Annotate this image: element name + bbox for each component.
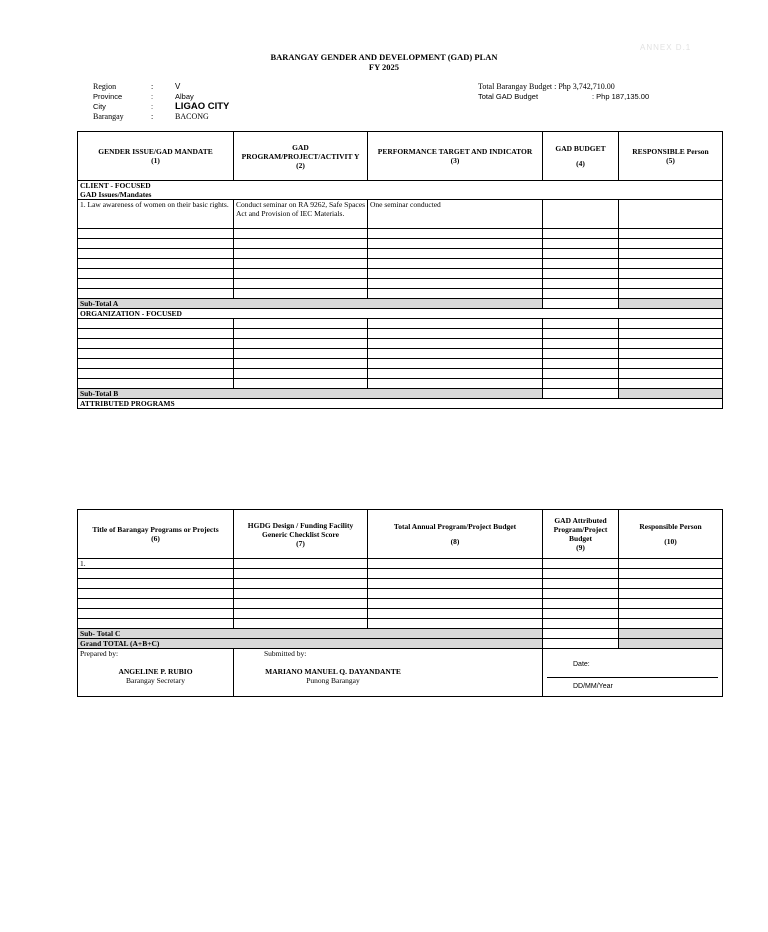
info-province: Province : Albay — [93, 92, 194, 101]
subtotal-b-row: Sub-Total B — [78, 389, 723, 399]
table-row — [78, 319, 723, 329]
title-line-2: FY 2025 — [368, 62, 400, 72]
location-info — [93, 82, 229, 122]
table-row — [78, 229, 723, 239]
date-cell: Date: DD/MM/Year — [543, 649, 723, 697]
title-line-1: BARANGAY GENDER AND DEVELOPMENT (GAD) PLAN — [270, 52, 498, 62]
header-hgdg-score: HGDG Design / Funding Facility Generic Checklist Score (7) — [234, 510, 368, 559]
info-region: Region : V — [93, 82, 181, 91]
header-gad-budget: GAD BUDGET (4) — [543, 132, 619, 181]
signature-row — [78, 649, 723, 697]
table-row — [78, 259, 723, 269]
header-gad-program: GAD PROGRAM/PROJECT/ACTIVIT Y (2) — [234, 132, 368, 181]
total-gad-budget: Total GAD Budget : Php 187,135.00 — [478, 92, 650, 101]
info-barangay: Barangay : BACONG — [93, 112, 209, 121]
total-barangay-budget: Total Barangay Budget : Php 3,742,710.00 — [478, 82, 615, 91]
subtotal-a-row: Sub-Total A — [78, 299, 723, 309]
table-row — [78, 339, 723, 349]
table-row — [78, 249, 723, 259]
header-responsible-person: RESPONSIBLE Person (5) — [619, 132, 723, 181]
document-title — [0, 52, 768, 72]
table-row — [78, 579, 723, 589]
table-row: 1. — [78, 559, 723, 569]
table-row — [78, 569, 723, 579]
header-performance-target: PERFORMANCE TARGET AND INDICATOR (3) — [368, 132, 543, 181]
table-row — [78, 599, 723, 609]
table-row — [78, 379, 723, 389]
header-program-title: Title of Barangay Programs or Projects (6) — [78, 510, 234, 559]
table-row — [78, 239, 723, 249]
header-gender-issue: GENDER ISSUE/GAD MANDATE (1) — [78, 132, 234, 181]
prepared-by-cell: Prepared by: ANGELINE P. RUBIO Barangay Secretary — [78, 649, 234, 697]
header-responsible-person-2: Responsible Person (10) — [619, 510, 723, 559]
subtotal-c-row: Sub- Total C — [78, 629, 723, 639]
header-gad-attributed: GAD Attributed Program/Project Budget (9) — [543, 510, 619, 559]
organization-focused-row: ORGANIZATION - FOCUSED — [78, 309, 723, 319]
table-row — [78, 619, 723, 629]
table-row — [78, 269, 723, 279]
attributed-programs-table — [77, 509, 723, 697]
table-row — [78, 369, 723, 379]
table1-header-row — [78, 132, 723, 181]
attributed-programs-row: ATTRIBUTED PROGRAMS — [78, 399, 723, 409]
annex-label: ANNEX D.1 — [640, 43, 692, 52]
table-row — [78, 289, 723, 299]
table-row — [78, 279, 723, 289]
client-focused-row: CLIENT - FOCUSED GAD Issues/Mandates — [78, 181, 723, 200]
submitted-by-cell: Submitted by: MARIANO MANUEL Q. DAYANDANTE Punong Barangay — [234, 649, 543, 697]
info-city: City : LIGAO CITY — [93, 101, 230, 112]
table-row — [78, 609, 723, 619]
header-total-budget: Total Annual Program/Project Budget (8) — [368, 510, 543, 559]
table-row — [78, 359, 723, 369]
gad-plan-table — [77, 131, 723, 409]
table-row: 1. Law awareness of women on their basic rights. Conduct seminar on RA 9262, Safe Spaces Act and Provision of IEC Materials. One seminar conducted — [78, 200, 723, 229]
table-row — [78, 349, 723, 359]
budget-info — [478, 82, 649, 102]
table2-header-row — [78, 510, 723, 559]
grand-total-row: Grand TOTAL (A+B+C) — [78, 639, 723, 649]
table-row — [78, 329, 723, 339]
table-row — [78, 589, 723, 599]
